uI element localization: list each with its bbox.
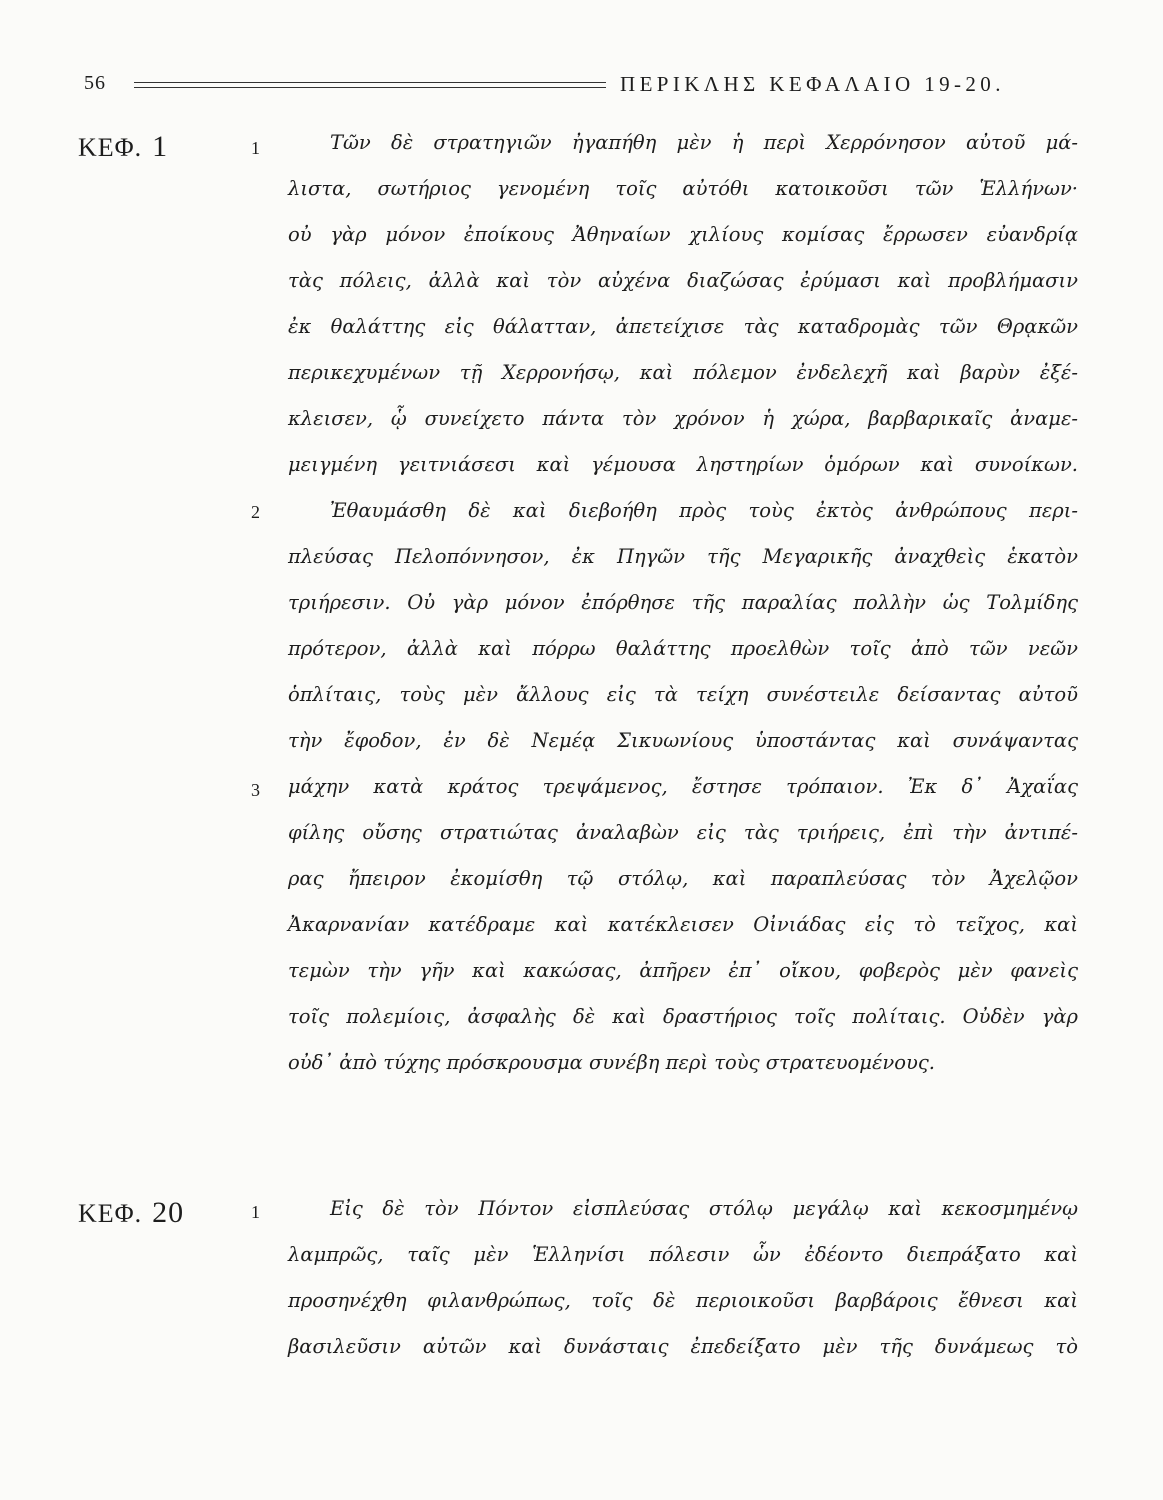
chapter-number: 1 — [152, 130, 169, 163]
text-line: περικεχυμένων τῇ Χερρονήσῳ, καὶ πόλεμον ἐνδελεχῆ καὶ βαρὺν ἐξέ- — [288, 361, 1078, 384]
text-line: τεμὼν τὴν γῆν καὶ κακώσας, ἀπῆρεν ἐπ᾽ οἴκου, φοβερὸς μὲν φανεὶς — [288, 959, 1078, 982]
chapter-number: 20 — [152, 1196, 185, 1229]
text-line: βασιλεῦσιν αὐτῶν καὶ δυνάσταις ἐπεδείξατο μὲν τῆς δυνάμεως τὸ — [288, 1335, 1078, 1358]
section-number: 3 — [251, 780, 260, 800]
text-line: λαμπρῶς, ταῖς μὲν Ἑλληνίσι πόλεσιν ὧν ἐδέοντο διεπράξατο καὶ — [288, 1243, 1078, 1266]
text-line: λιστα, σωτήριος γενομένη τοῖς αὐτόθι κατοικοῦσι τῶν Ἑλλήνων· — [288, 177, 1078, 200]
text-line: προσηνέχθη φιλανθρώπως, τοῖς δὲ περιοικοῦσι βαρβάροις ἔθνεσι καὶ — [288, 1289, 1078, 1312]
chapter-label-text: ΚΕΦ. — [78, 133, 143, 162]
text-line: πρότερον, ἀλλὰ καὶ πόρρω θαλάττης προελθὼν τοῖς ἀπὸ τῶν νεῶν — [288, 637, 1078, 660]
chapter-label — [78, 1196, 184, 1230]
text-line: πλεύσας Πελοπόννησον, ἐκ Πηγῶν τῆς Μεγαρικῆς ἀναχθεὶς ἑκατὸν — [288, 545, 1078, 568]
text-line: κλεισεν, ᾧ συνείχετο πάντα τὸν χρόνον ἡ χώρα, βαρβαρικαῖς ἀναμε- — [288, 407, 1078, 430]
text-line: μάχην κατὰ κράτος τρεψάμενος, ἔστησε τρόπαιον. Ἐκ δ᾽ Ἀχαΐας — [288, 775, 1078, 798]
section-number: 2 — [251, 502, 260, 522]
text-line: τοῖς πολεμίοις, ἀσφαλὴς δὲ καὶ δραστήριος τοῖς πολίταις. Οὐδὲν γὰρ — [288, 1005, 1078, 1028]
text-line: οὐ γὰρ μόνον ἐποίκους Ἀθηναίων χιλίους κομίσας ἔρρωσεν εὐανδρίᾳ — [288, 223, 1078, 246]
text-line: ἐκ θαλάττης εἰς θάλατταν, ἀπετείχισε τὰς καταδρομὰς τῶν Θρᾳκῶν — [288, 315, 1078, 338]
page-number: 56 — [84, 72, 106, 94]
text-line: τὴν ἔφοδον, ἐν δὲ Νεμέᾳ Σικυωνίους ὑποστάντας καὶ συνάψαντας — [288, 729, 1078, 752]
running-header — [0, 72, 1163, 108]
section-number: 1 — [251, 1202, 260, 1222]
chapter-label-text: ΚΕΦ. — [78, 1199, 143, 1228]
chapter-label — [78, 130, 168, 164]
text-line: ὁπλίταις, τοὺς μὲν ἄλλους εἰς τὰ τείχη συνέστειλε δείσαντας αὐτοῦ — [288, 683, 1078, 706]
section-number: 1 — [251, 138, 260, 158]
text-line: τριήρεσιν. Οὐ γὰρ μόνον ἐπόρθησε τῆς παραλίας πολλὴν ὡς Τολμίδης — [288, 591, 1078, 614]
text-line: Ἐθαυμάσθη δὲ καὶ διεβοήθη πρὸς τοὺς ἐκτὸς ἀνθρώπους περι- — [330, 499, 1078, 522]
text-line: Ἀκαρνανίαν κατέδραμε καὶ κατέκλεισεν Οἰνιάδας εἰς τὸ τεῖχος, καὶ — [288, 913, 1078, 936]
text-line: ρας ἤπειρον ἐκομίσθη τῷ στόλῳ, καὶ παραπλεύσας τὸν Ἀχελῷον — [288, 867, 1078, 890]
text-line: φίλης οὔσης στρατιώτας ἀναλαβὼν εἰς τὰς τριήρεις, ἐπὶ τὴν ἀντιπέ- — [288, 821, 1078, 844]
running-title: ΠΕΡΙΚΛΗΣ ΚΕΦΑΛΑΙΟ 19-20. — [620, 72, 1005, 96]
text-line: Τῶν δὲ στρατηγιῶν ἠγαπήθη μὲν ἡ περὶ Χερρόνησον αὐτοῦ μά- — [330, 131, 1078, 154]
text-line: μειγμένη γειτνιάσεσι καὶ γέμουσα ληστηρίων ὁμόρων καὶ συνοίκων. — [288, 453, 1078, 476]
text-line: Εἰς δὲ τὸν Πόντον εἰσπλεύσας στόλῳ μεγάλῳ καὶ κεκοσμημένῳ — [330, 1197, 1078, 1220]
text-line: τὰς πόλεις, ἀλλὰ καὶ τὸν αὐχένα διαζώσας ἐρύμασι καὶ προβλήμασιν — [288, 269, 1078, 292]
header-rule — [134, 82, 606, 88]
text-line: οὐδ᾽ ἀπὸ τύχης πρόσκρουσμα συνέβη περὶ τοὺς στρατευομένους. — [288, 1051, 936, 1074]
